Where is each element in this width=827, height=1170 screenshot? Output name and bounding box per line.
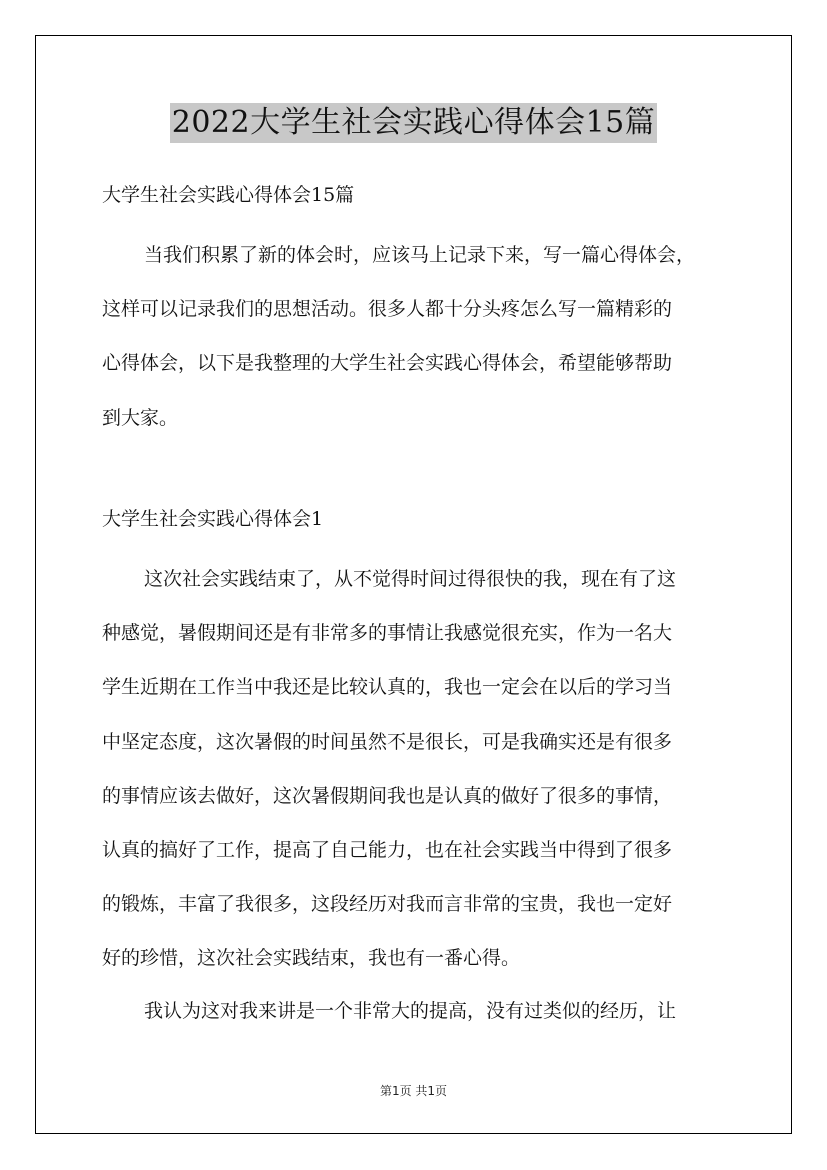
paragraph-line: 我认为这对我来讲是一个非常大的提高，没有过类似的经历，让 xyxy=(144,1000,677,1022)
intro-line: 到大家。 xyxy=(102,406,179,429)
intro-line: 心得体会，以下是我整理的大学生社会实践心得体会，希望能够帮助 xyxy=(102,352,673,375)
subtitle-text: 大学生社会实践心得体会15篇 xyxy=(102,184,355,206)
page-footer xyxy=(0,1082,827,1099)
paragraph-line: 认真的搞好了工作，提高了自己能力，也在社会实践当中得到了很多 xyxy=(102,838,673,861)
document-title: 2022大学生社会实践心得体会15篇 xyxy=(170,103,658,143)
intro-line: 当我们积累了新的体会时，应该马上记录下来，写一篇心得体会， xyxy=(144,244,696,266)
intro-paragraph xyxy=(102,228,742,445)
paragraph-2 xyxy=(102,984,742,1038)
intro-line: 这样可以记录我们的思想活动。很多人都十分头疼怎么写一篇精彩的 xyxy=(102,298,673,321)
paragraph-line: 学生近期在工作当中我还是比较认真的，我也一定会在以后的学习当 xyxy=(102,676,673,699)
page-number-label: 第1页 共1页 xyxy=(379,1084,448,1098)
paragraph-line: 的锻炼，丰富了我很多，这段经历对我而言非常的宝贵，我也一定好 xyxy=(102,893,673,916)
paragraph-line: 这次社会实践结束了，从不觉得时间过得很快的我，现在有了这 xyxy=(144,568,677,590)
paragraph-line: 好的珍惜，这次社会实践结束，我也有一番心得。 xyxy=(102,947,521,970)
section-heading-1 xyxy=(102,500,323,538)
paragraph-line: 中坚定态度，这次暑假的时间虽然不是很长，可是我确实还是有很多 xyxy=(102,730,673,753)
paragraph-1 xyxy=(102,552,742,986)
document-subtitle xyxy=(102,176,354,214)
title-container xyxy=(0,103,827,143)
paragraph-line: 种感觉，暑假期间还是有非常多的事情让我感觉很充实，作为一名大 xyxy=(102,622,673,645)
section-heading-text: 大学生社会实践心得体会1 xyxy=(102,508,324,530)
paragraph-line: 的事情应该去做好，这次暑假期间我也是认真的做好了很多的事情， xyxy=(102,784,673,807)
